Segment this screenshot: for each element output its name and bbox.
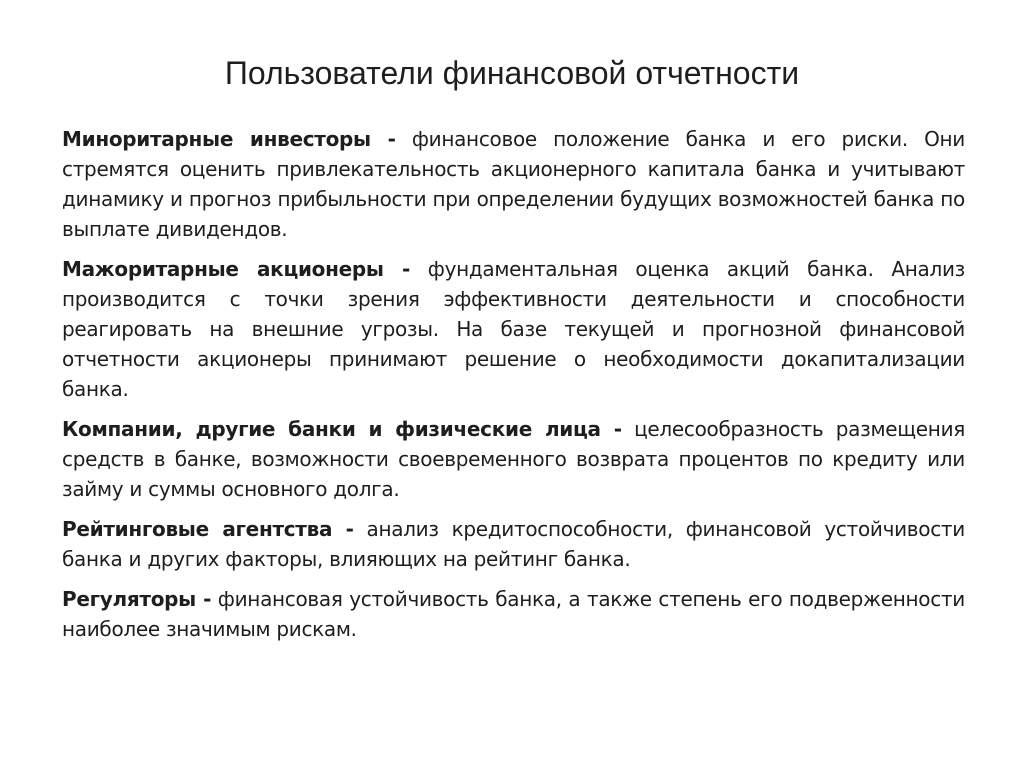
entry-term: Миноритарные инвесторы - — [62, 127, 396, 151]
entry-text: финансовое положение банка и его риски. Они стремятся оценить привлекательность акционерного капитала банка и учитывают динамику и прогноз прибыльности при определении будущих возможностей банка по выплате дивидендов. — [62, 127, 965, 241]
entry-term: Мажоритарные акционеры - — [62, 257, 411, 281]
entry-rating-agencies — [62, 514, 965, 574]
entry-majority-shareholders — [62, 254, 965, 404]
entry-term: Компании, другие банки и физические лица - — [62, 417, 622, 441]
entry-regulators — [62, 584, 965, 644]
entry-companies-banks-individuals — [62, 414, 965, 504]
slide-body — [62, 124, 965, 654]
entry-minority-investors — [62, 124, 965, 244]
entry-term: Регуляторы - — [62, 587, 212, 611]
entry-text: целесообразность размещения средств в банке, возможности своевременного возврата процентов по кредиту или займу и суммы основного долга. — [62, 417, 966, 501]
entry-term: Рейтинговые агентства - — [62, 517, 354, 541]
slide-title: Пользователи финансовой отчетности — [224, 55, 800, 91]
entry-text: анализ кредитоспособности, финансовой устойчивости банка и других факторы, влияющих на рейтинг банка. — [62, 517, 965, 571]
entry-text: финансовая устойчивость банка, а также степень его подверженности наиболее значимым рискам. — [62, 587, 965, 641]
entry-text: фундаментальная оценка акций банка. Анализ производится с точки зрения эффективности деятельности и способности реагировать на внешние угрозы. На базе текущей и прогнозной финансовой отчетности акционеры принимают решение о необходимости докапитализации банка. — [62, 257, 965, 401]
